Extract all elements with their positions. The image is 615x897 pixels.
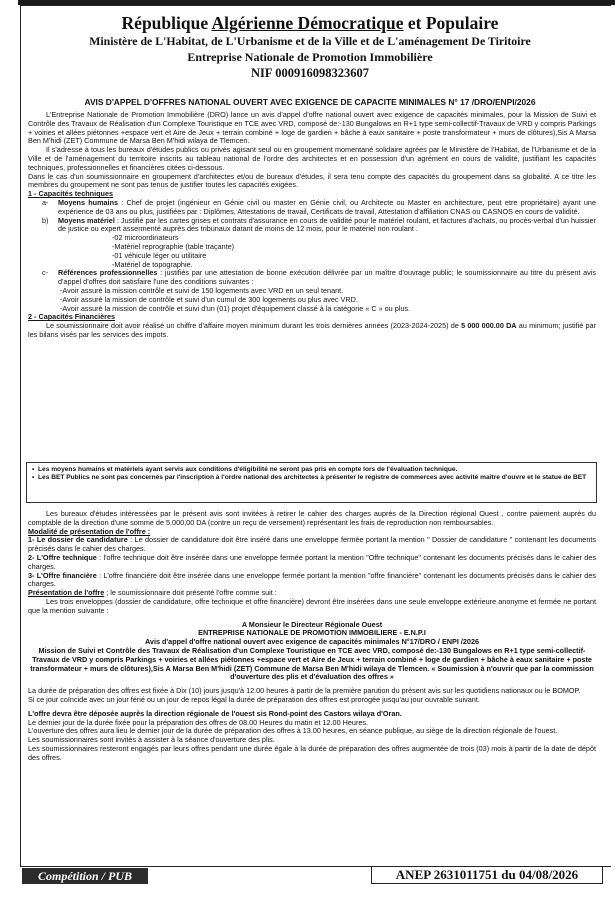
address-block <box>28 621 596 683</box>
address-line: ENTREPRISE NATIONALE DE PROMOTION IMMOBILIERE - E.N.P.I <box>198 628 426 638</box>
duree-paragraph: Les soumissionnaires sont invités à assister à la séance d'ouverture des plis. <box>28 735 275 745</box>
criteria-b-label: Moyens matériel <box>58 215 115 225</box>
section-financial-title: 2 - Capacités Financières <box>28 312 116 322</box>
minimum-amount: 5 000 000.00 DA <box>461 321 517 331</box>
list-item: -Matériel reprographie (table traçante) <box>112 241 235 251</box>
notice-body <box>28 111 596 340</box>
criteria-b: b) Moyens matériel : Justifié par les cartes grises et contrats d'assurance en cours de validité pour le matériel roulant, et factures d'achats, ou procès-verbal d'un huissier de justice ou expert assermenté auprès des tribunaux datant de moins de 12 mois, pour le matériel non roulant . <box>42 215 596 234</box>
duree-paragraph: Les soumissionnaires resteront engagés par leurs offres pendant une durée égale à la durée de préparation des offres augmentée de trois (03) mois à partir de la date de dépôt des offres. <box>28 743 596 762</box>
criteria-a: a- Moyens humains : Chef de projet (ingénieur en Génie civil ou master en Génie civil, ou Architecte ou Master en architecture, peut etre propriétaire) ayant une expérience de 03 ans ou plus, justifiées par : Diplômes, Attestations de travail, Certificats de travail, Attestation d'affiliation CNAS ou CASNOS en cours de validité. <box>42 197 596 216</box>
financial-paragraph: Le soumissionnaire doit avoir réalisé un chiffre d'affaire moyen minimum durant les trois dernières années (2023-2024-2025) de 5 000 000.00 DA au minimum; justifié par les bilans visés par les services des impots. <box>28 321 597 339</box>
address-line: Mission de Suivi et Contrôle des Travaux de Réalisation d'un Complexe Touristique en TCE avec VRD, composé de:-130 Bungalows en R+1 type semi-collectif-Travaux de VRD y compris Parkings + voiries et allées piétonnes +espace vert et Aire de Jeux + terrain combiné + loge de gardien + bâche à eaux sanitaire + poste transformateur + murs de clôtures),Sis A Marsa Ben M'hidi (ZET) Commune de Marsa Ben M'hidi wilaya de Tlemcen. « Soumission à n'ouvrir que par la commission d'ouverture des plis et d'évaluation des offres » <box>30 645 594 682</box>
list-item: -Avoir assuré la mission de contrôle et suivi d'un cumul de 300 logements ou plus avec VRD. <box>60 294 358 304</box>
duree-paragraph: La durée de préparation des offres est fixée à Dix (10) jours jusqu'à 12.00 heures à partir de la première parution du présent avis sur les quotidiens nationaux ou le BOMOP. <box>28 686 581 696</box>
duree-paragraph: Le dernier jour de la durée fixée pour la préparation des offres de 08.00 Heures du matin et 12.00 Heures. <box>28 717 369 727</box>
retrait-paragraph: Les bureaux d'études intéressées par le présent avis sont invitées à retirer le cahier des charges auprès de la Direction régional Ouest , contre paiement auprès du comptable de la direction d'une somme de 5.000,00 DA (contre un reçu de versement) représentant les frais de reproduction non remboursables. <box>28 509 596 527</box>
list-item: -02 microordinateurs <box>112 233 179 243</box>
depot-paragraph: L'offre devra être déposée auprès la direction régionale de l'ouest sis Rond-point des Castors wilaya d'Oran. <box>28 708 402 718</box>
presentation-line: Présentation de l'offre ; le soumissionnaire doit présenté l'offre comme suit : <box>28 588 277 598</box>
presentation-paragraph: Les trois enveloppes (dossier de candidature, offre technique et offre financière) devront être insérées dans une seule enveloppe extérieure anonyme et fermée ne portant que la mention suivante : <box>28 596 596 615</box>
document-header <box>20 13 600 81</box>
note-item: • Les moyens humains et matériels ayant servis aux conditions d'éligibilité ne seront pas pris en compte lors de l'évaluation technique. <box>32 466 458 473</box>
references-list <box>28 287 596 313</box>
company-name: Entreprise Nationale de Promotion Immobilière <box>187 50 433 64</box>
equipment-list <box>28 234 596 269</box>
footer-reference: ANEP 2631011751 du 04/08/2026 <box>371 866 603 884</box>
republic-title: République Algérienne Démocratique et Populaire <box>121 13 499 33</box>
notes-box <box>26 462 597 503</box>
ministry-title: Ministère de L'Habitat, de L'Urbanisme et de la Ville et de L'aménagement De Tiritoire <box>89 34 531 48</box>
list-item: -Avoir assuré la mission de contrôle et suivi d'un (01) projet d'équipement classé à la catégorie « C » ou plus. <box>60 303 411 313</box>
intro-paragraph: L'Entreprise Nationale de Promotion Immobilière (DRO) lance un avis d'appel d'offre national ouvert avec exigence de capacités minimales, pour la Mission de Suivi et Contrôle des Travaux de Réalisation d'un Complexe Touristique en TCE avec VRD, composé de:-130 Bungalows en R+1 type semi-collectif-Travaux de VRD y compris Parkings + voiries et allées piétonnes +espace vert et Aire de Jeux + terrain combiné + loge de gardien + bâche à eaux sanitaire + poste transformateur + murs de clôtures),Sis A Marsa Ben M'hidi (ZET) Commune de Marsa Ben M'hidi wilaya de Tlemcen. <box>28 110 596 146</box>
criteria-c-label: Références professionnelles <box>58 268 158 278</box>
list-item: -Avoir assuré la mission contrôle et suivi de 150 logements avec VRD en un seul tenant. <box>60 285 344 295</box>
address-line: A Monsieur le Directeur Régionale Ouest <box>241 619 383 629</box>
ouverture-paragraph: L'ouverture des offres aura lieu le dernier jour de la durée de préparation des offres à 13.00 heures, en séance publique, au siège de la direction régionale de l'ouest. <box>28 726 558 736</box>
address-line: Avis d'appel d'offre national ouvert avec exigence de capacités minimales N°17/DRO / ENPI /2026 <box>144 637 480 647</box>
list-item: -Matériel de topographie. <box>112 259 193 269</box>
modalite-title: Modalité de présentation de l'offre : <box>28 526 151 536</box>
eligibility-paragraph: Il s'adresse à tous les bureaux d'études publics ou privés agisant seul ou en groupement momentané solidaire agrées par le Ministère de l'Habitat, de l'Urbanisme et de la Ville et de l'aménagement du territoire inscrits au tableau national de l'ordre des architectes et en possession d'un agrément en cours de validité, justifiant les capacités techniques, professionnelles et financières citées ci-dessous. <box>28 145 596 172</box>
footer-category: Compétition / PUB <box>22 868 148 884</box>
modalite-item: 1- Le dossier de candidature : Le dossier de candidature doit être inséré dans une enveloppe fermée portant la mention " Dossier de candidature " contenant les documents précisés dans le cahier des charges. <box>28 535 596 554</box>
criteria-a-label: Moyens humains <box>58 197 119 207</box>
list-item: -01 véhicule léger ou utilitaire <box>112 250 207 260</box>
avis-title: AVIS D'APPEL D'OFFRES NATIONAL OUVERT AVEC EXIGENCE DE CAPACITE MINIMALES N° 17 /DRO/ENPI/2026 <box>84 97 536 107</box>
groupement-paragraph: Dans le cas d'un soumissionnaire en groupement d'architectes et/ou de bureaux d'études, il sera tenu compte des capacités du groupement dans sa globalité. A ce titre les membres du groupement ne sont pas tenus de justifier toutes les capacités exigées. <box>28 171 596 190</box>
nif-number: NIF 000916098323607 <box>251 66 369 80</box>
modalite-item: 2- L'Offre technique : l'offre technique doit être insérée dans une enveloppe fermée portant la mention "Offre technique" contenant les documents précisés dans le cahier des charges. <box>28 552 596 571</box>
notice-body-2 <box>28 510 596 763</box>
duree-paragraph: Si ce jour coïncide avec un jour férié ou un jour de repos légal la durée de préparation des offres est prorogée jusqu'au jour ouvrable suivant. <box>28 694 480 704</box>
section-technical-title: 1 - Capacités techniques <box>28 189 114 199</box>
criteria-c: c- Références professionnelles : justifiés par une attestation de bonne exécution délivrée par un maître d'ouvrage public; le soumissionnaire au titre du présent avis d'appel d'offres doit satisfaire l'une des conditions suivantes : <box>42 268 596 287</box>
note-item: • Les BET Publics ne sont pas concernés par l'inscription à l'ordre national des architectes à présenter le registre de commerces avec activité maître d'ouvre et le statue de BET <box>32 474 587 482</box>
modalite-item: 3- L'Offre financière : L'offre financière doit être insérée dans une enveloppe fermée portant la mention "offre financière" contenant les documents précisés dans le cahier des charges. <box>28 570 596 589</box>
